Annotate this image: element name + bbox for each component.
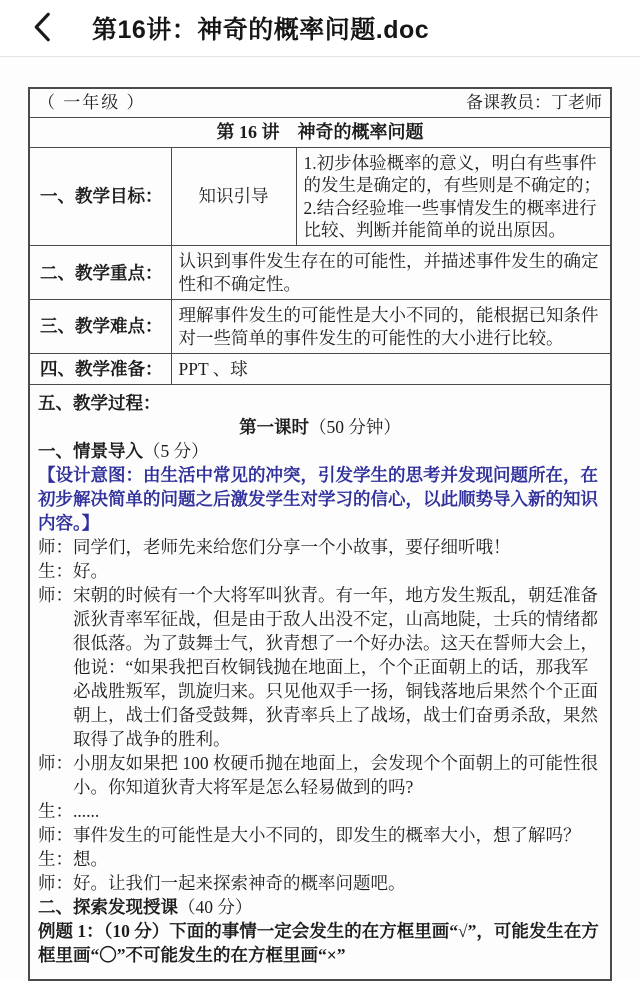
document-filename: 第16讲：神奇的概率问题.doc	[92, 16, 430, 44]
grade-label: （ 一年级 ）	[38, 93, 146, 112]
dialog-line: 师：事件发生的可能性是大小不同的，即发生的概率大小，想了解吗？	[38, 825, 581, 846]
goal-label: 一、教学目标：	[29, 147, 171, 246]
dialog-line: 师：好。让我们一起来探索神奇的概率问题吧。	[38, 873, 406, 894]
focus-label: 二、教学重点：	[29, 246, 171, 300]
table-row-prepare	[29, 353, 611, 384]
intro-heading: 一、情景导入（5 分）	[38, 441, 209, 462]
table-row-goal	[29, 147, 611, 246]
table-row-process	[29, 385, 611, 981]
prepare-label: 四、教学准备：	[29, 353, 171, 384]
difficulty-label: 三、教学难点：	[29, 300, 171, 354]
example-1: 例题 1：（10 分）下面的事情一定会发生的在方框里画“√”，可能发生在方框里画“〇”不可能发生的在方框里画“×”	[38, 921, 599, 966]
table-row-focus	[29, 246, 611, 300]
prepare-content: PPT 、球	[171, 353, 611, 384]
difficulty-content: 理解事件发生的可能性是大小不同的，能根据已知条件对一些简单的事件发生的可能性的大小进行比较。	[171, 300, 611, 354]
table-row-difficulty	[29, 300, 611, 354]
document-viewer[interactable]	[0, 57, 640, 981]
design-intent-note: 【设计意图：由生活中常见的冲突，引发学生的思考并发现问题所在，在初步解决简单的问题之后激发学生对学习的信心，以此顺势导入新的知识内容。】	[38, 465, 598, 534]
speaker: 师：	[38, 825, 73, 846]
teacher-label: 备课教员：丁老师	[466, 93, 602, 112]
dialog-line: 生：好。	[38, 561, 108, 582]
process-cell	[29, 385, 611, 981]
focus-content: 认识到事件发生存在的可能性，并描述事件发生的确定性和不确定性。	[171, 246, 611, 300]
back-button[interactable]	[32, 11, 58, 45]
dialog-line: 生：想。	[38, 849, 108, 870]
app-header	[0, 0, 640, 57]
session-heading: 第一课时（50 分钟）	[239, 417, 401, 438]
goal-method: 知识引导	[171, 147, 296, 246]
chevron-left-icon	[32, 12, 51, 45]
lesson-title: 第 16 讲 神奇的概率问题	[29, 117, 611, 147]
table-row-meta	[29, 88, 611, 117]
goal-item-1: 1.初步体验概率的意义，明白有些事件的发生是确定的，有些则是不确定的；	[303, 152, 601, 196]
speaker: 生：	[38, 849, 73, 870]
dialog-line: 师：小朋友如果把 100 枚硬币抛在地面上，会发现个个面朝上的可能性很小。你知道狄青大将军是怎么轻易做到的吗?	[38, 753, 598, 798]
goal-item-2: 2.结合经验堆一些事情发生的概率进行比较、判断并能简单的说出原因。	[303, 197, 597, 240]
explore-heading: 二、探索发现授课（40 分）	[38, 897, 253, 918]
speaker: 生：	[38, 801, 73, 822]
speaker: 师：	[38, 753, 73, 774]
dialog-line: 师：同学们，老师先来给您们分享一个小故事，要仔细听哦！	[38, 537, 511, 558]
speaker: 师：	[38, 585, 73, 606]
lesson-plan-table	[28, 87, 612, 981]
speaker: 师：	[38, 537, 73, 558]
dialog-line: 师：宋朝的时候有一个大将军叫狄青。有一年，地方发生叛乱，朝廷准备派狄青率军征战，但是由于敌人出没不定，山高地陡，士兵的情绪都很低落。为了鼓舞士气，狄青想了一个好办法。这天在誓师大会上，他说：“如果我把百枚铜钱抛在地面上，个个正面朝上的话，那我军必战胜叛军，凯旋归来。只见他双手一扬，铜钱落地后果然个个正面朝上，战士们备受鼓舞，狄青率兵上了战场，战士们奋勇杀敌，果然取得了战争的胜利。	[38, 585, 598, 750]
table-row-title	[29, 117, 611, 147]
process-heading: 五、教学过程：	[38, 393, 161, 414]
speaker: 生：	[38, 561, 73, 582]
dialog-line: 生：......	[38, 801, 100, 822]
speaker: 师：	[38, 873, 73, 894]
